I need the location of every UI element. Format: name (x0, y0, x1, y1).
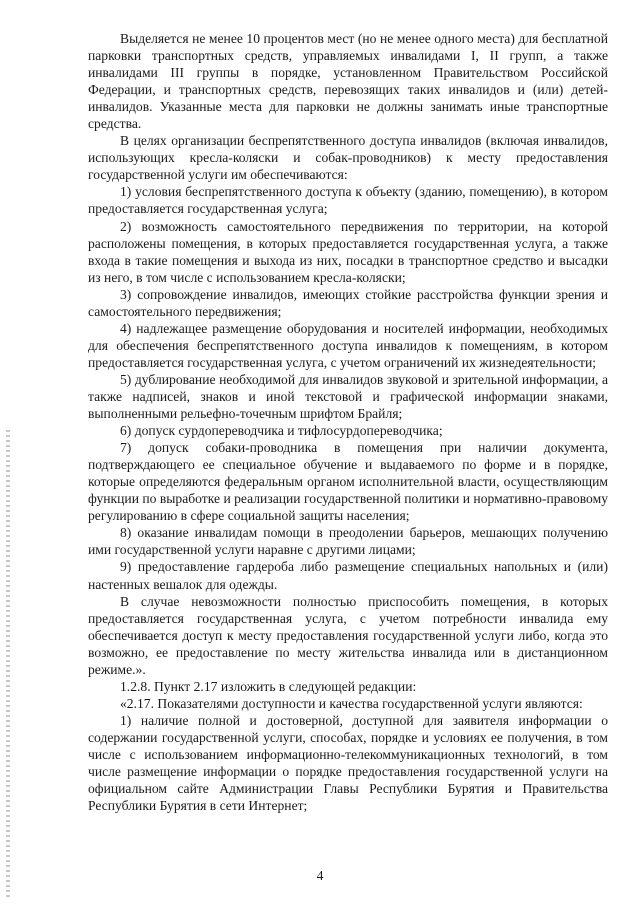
list-item-2-17-1: 1) наличие полной и достоверной, доступной для заявителя информации о содержании государственной услуги, способах, порядке и условиях ее получения, в том числе с использованием информационно-телекоммуникационных технологий, в том числе размещение информации о порядке предоставления государственной услуги на официальном сайте Администрации Главы Республики Бурятия и Правительства Республики Бурятия в сети Интернет; (88, 712, 608, 814)
paragraph-impossibility: В случае невозможности полностью приспособить помещения, в которых предоставляется государственная услуга, с учетом потребности инвалида ему обеспечивается доступ к месту предоставления государственной услуги либо, когда это возможно, ее предоставление по месту жительства инвалида или в дистанционном режиме.». (88, 593, 608, 677)
paragraph-clause-2-17: «2.17. Показателями доступности и качества государственной услуги являются: (120, 695, 583, 711)
page-number: 4 (316, 868, 324, 883)
list-item-3: 3) сопровождение инвалидов, имеющих стойкие расстройства функции зрения и самостоятельного передвижения; (88, 286, 608, 319)
list-item-8: 8) оказание инвалидам помощи в преодолении барьеров, мешающих получению ими государственной услуги наравне с другими лицами; (88, 525, 608, 558)
list-item-6: 6) допуск сурдопереводчика и тифлосурдопереводчика; (120, 423, 443, 439)
list-item-4: 4) надлежащее размещение оборудования и носителей информации, необходимых для обеспечения беспрепятственного доступа инвалидов к помещениям, в котором предоставляется государственная услуга, с учетом ограничений их жизнедеятельности; (88, 320, 608, 370)
list-item-2: 2) возможность самостоятельного передвижения по территории, на которой расположены помещения, в которых предоставляется государственная услуга, а также входа в такие помещения и выхода из них, посадки в транспортное средство и высадки из него, в том числе с использованием кресла-коляски; (88, 218, 608, 285)
document-body (88, 30, 608, 814)
list-item-9: 9) предоставление гардероба либо размещение специальных напольных и (или) настенных вешалок для одежды. (88, 559, 608, 592)
list-item-1: 1) условия беспрепятственного доступа к объекту (зданию, помещению), в котором предоставляется государственная услуга; (88, 184, 608, 217)
list-item-5: 5) дублирование необходимой для инвалидов звуковой и зрительной информации, а также надписей, знаков и иной текстовой и графической информации знаками, выполненными рельефно-точечным шрифтом Брайля; (88, 371, 608, 422)
paragraph-parking: Выделяется не менее 10 процентов мест (но не менее одного места) для бесплатной парковки транспортных средств, управляемых инвалидами I, II групп, а также инвалидами III группы в порядке, установленном Правительством Российской Федерации, и транспортных средств, перевозящих таких инвалидов и (или) детей-инвалидов. Указанные места для парковки не должны занимать иные транспортные средства. (88, 31, 608, 132)
list-item-7: 7) допуск собаки-проводника в помещения при наличии документа, подтверждающего ее специальное обучение и выдаваемого по форме и в порядке, которые определяются федеральным органом исполнительной власти, осуществляющим функции по выработке и реализации государственной политики и нормативно-правовому регулированию в сфере социальной защиты населения; (88, 440, 608, 524)
scan-edge-artifact (6, 430, 10, 900)
paragraph-access-intro: В целях организации беспрепятственного доступа инвалидов (включая инвалидов, использующих кресла-коляски и собак-проводников) к месту предоставления государственной услуги им обеспечиваются: (88, 133, 608, 183)
paragraph-clause-1-2-8: 1.2.8. Пункт 2.17 изложить в следующей редакции: (120, 678, 417, 694)
